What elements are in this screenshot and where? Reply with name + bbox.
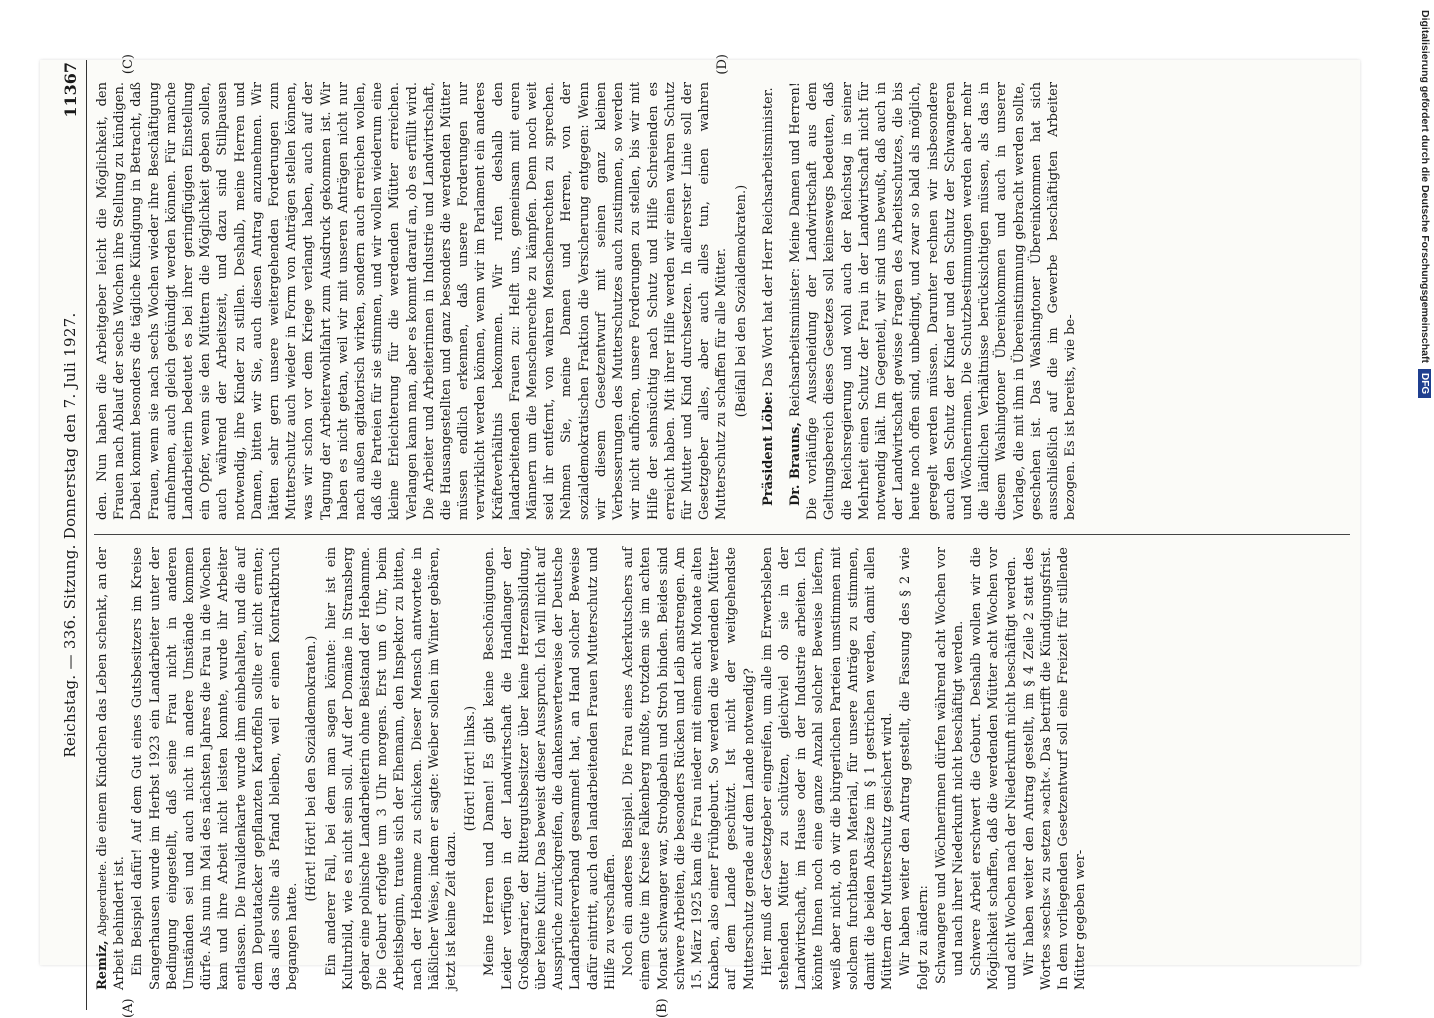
right-column	[94, 54, 1350, 535]
paragraph-text: die einem Kindchen das Leben schenkt, an der Arbeit behindert ist.	[95, 547, 128, 990]
speaker-name: Remiz,	[95, 940, 110, 990]
speaker-role: Reichsarbeitsminister:	[787, 267, 803, 418]
speaker-name: Dr. Brauns,	[787, 422, 803, 506]
paragraph: Ein anderer Fall, bei dem man sagen könnte: hier ist ein Kulturbild, wie es nicht sein soll. Auf der Domäne in Stransberg gebar eine polnische Landarbeiterin ohne Beistand der Hebamme. Die Geburt erfolgte um 3 Uhr morgens. Erst um 6 Uhr, beim Arbeitsbeginn, traute sich der Ehemann, den Inspektor zu bitten, nach der Hebamme zu schicken. Dieser Mensch antwortete in häßlicher Weise, indem er sagte: Weiber sollen im Winter gebären, jetzt ist keine Zeit dazu.	[323, 547, 460, 990]
page-title: Reichstag. — 336. Sitzung. Donnerstag den 7. Juli 1927.	[61, 312, 79, 758]
digitization-credit	[1415, 10, 1434, 1010]
paragraph-text: Meine Damen und Herren! Die vorläufige Ausscheidung der Landwirtschaft aus dem Geltungsbereich dieses Gesetzes soll keineswegs bedeuten, daß die Reichsregierung und wohl auch der Reichstag in seiner Mehrheit einen Schutz der Frau in der Landwirtschaft nicht für notwendig hält. Im Gegenteil, wir sind uns bewußt, daß auch in der Landwirtschaft gewisse Fragen des Arbeitsschutzes, die bis heute noch offen sind, unbedingt, und zwar so bald als möglich, geregelt werden müssen. Darunter rechnen wir insbesondere auch den Schutz der Kinder und den Schutz der Schwangeren und Wöchnerinnen. Die Schutzbestimmungen werden aber mehr die ländlichen Verhältnisse berücksichtigen müssen, als das in diesem Washingtoner Übereinkommen und auch in unserer Vorlage, die mit ihm in Übereinstimmung gebracht werden sollte, geschehen ist. Das Washingtoner Übereinkommen hat sich ausschließlich auf die im Gewerbe beschäftigten Arbeiter bezogen. Es ist bereits, wie be-	[787, 82, 1079, 520]
paragraph: Noch ein anderes Beispiel. Die Frau eines Ackerkutschers auf einem Gute im Kreise Falkenberg mußte, trotzdem sie im achten Monat schwanger war, Strohgabeln und Stroh binden. Beides sind schwere Arbeiten, die besonders Rücken und Leib anstrengen. Am 15. März 1925 kam die Frau nieder mit einem acht Monate alten Knaben, also einer Frühgeburt. So werden die werdenden Mütter auf dem Lande geschützt. Ist nicht der weitgehendste Mutterschutz gerade auf dem Lande notwendig?	[621, 547, 757, 990]
president-name: Präsident Löbe:	[760, 391, 776, 506]
margin-marker-b: (B)	[655, 998, 670, 1018]
president-paragraph	[760, 82, 777, 520]
dfg-logo: DFG	[1419, 369, 1432, 398]
margin-marker-a: (A)	[121, 998, 136, 1018]
reaction-line: (Hört! Hört! bei den Sozialdemokraten.)	[304, 635, 320, 902]
credit-text: Digitalisierung gefördert durch die Deutsche Forschungsgemeinschaft	[1419, 10, 1431, 363]
paragraph: Ein Beispiel dafür! Auf dem Gut eines Gutsbesitzers im Kreise Sangerhausen wurde im Herbst 1923 ein Landarbeiter unter der Bedingung eingestellt, daß seine Frau nicht in anderen Umständen sei und auch nicht in andere Umstände kommen dürfe. Als nun im Mai des nächsten Jahres die Frau in die Wochen kam und ihre Arbeit nicht leisten konnte, wurde ihr Arbeiter entlassen. Die Invalidenkarte wurde ihm einbehalten, und die auf dem Deputatacker gepflanzten Kartoffeln sollte er nicht ernten; das alles sollte als Pfand bleiben, weil er einen Kontraktbruch begangen hatte.	[130, 547, 301, 990]
margin-marker-d: (D)	[715, 54, 730, 75]
speaker-paragraph	[787, 82, 1079, 520]
paragraph: den. Nun haben die Arbeitgeber leicht die Möglichkeit, den Frauen nach Ablauf der sechs Wochen ihre Stellung zu kündigen. Dabei kommt besonders die tägliche Kündigung in Betracht, daß Frauen, wenn sie nach sechs Wochen wieder ihre Beschäftigung aufnehmen, auch gleich gekündigt werden können. Für manche Landarbeiterin bedeutet es bei ihrer geringfügigen Einstellung ein Opfer, wenn sie den Müttern die Möglichkeit geben sollen, auch während der Arbeitszeit, und dazu sind Stillpausen notwendig, ihre Kinder zu stillen. Deshalb, meine Herren und Damen, bitten wir Sie, auch diesen Antrag anzunehmen. Wir hätten sehr gern unsere weitergehenden Forderungen zum Mutterschutz auch wieder in Form von Anträgen stellen können, was wir schon vor dem Kriege verlangt haben, auch auf der Tagung der Arbeiterwohlfahrt zum Ausdruck gekommen ist. Wir haben es nicht getan, weil wir mit unseren Anträgen nicht nur nach außen agitatorisch wirken, sondern auch erreichen wollen, daß die Parteien für sie stimmen, und wir wollen wiederum eine kleine Erleichterung für die werdenden Mütter erreichen. Verlangen kann man, aber es kommt darauf an, ob es erfüllt wird. Die Arbeiter und Arbeiterinnen in Industrie und Landwirtschaft, die Hausangestellten und ganz besonders die werdenden Mütter müssen endlich erkennen, daß unsere Forderungen nur verwirklicht werden können, wenn wir im Parlament ein anderes Kräfteverhältnis bekommen. Wir rufen deshalb den landarbeitenden Frauen zu: Helft uns, gemeinsam mit euren Männern um die Menschenrechte zu kämpfen. Denn noch weit seid ihr entfernt, von wahren Menschenrechten zu sprechen. Nehmen Sie, meine Damen und Herren, von der sozialdemokratischen Fraktion die Versicherung entgegen: Wenn wir diesem Gesetzentwurf mit seinen ganz kleinen Verbesserungen des Mutterschutzes auch zustimmen, so werden wir nicht aufhören, unsere Forderungen zu stellen, bis wir mit Hilfe der sehnsüchtig nach Schutz und Hilfe Schreienden es erreicht haben. Mit ihrer Hilfe werden wir einen wahren Schutz für Mutter und Kind durchsetzen. In allererster Linie soll der Gesetzgeber alles, aber auch alles tun, einen wahren Mutterschutz zu schaffen für alle Mütter.	[95, 82, 730, 520]
page-header	[60, 60, 87, 1010]
paragraph: Hier muß der Gesetzgeber eingreifen, um alle im Erwerbsleben stehenden Mütter zu schützen, gleichviel ob sie in der Landwirtschaft, im Hause oder in der Industrie arbeiten. Ich könnte Ihnen noch eine ganze Anzahl solcher Beweise liefern, weiß aber nicht, ob wir die bürgerlichen Parteien umstimmen mit solchem furchtbaren Material, für unsere Anträge zu stimmen, damit die beiden Absätze im § 1 gestrichen werden, damit allen Müttern der Mutterschutz gesichert wird.	[759, 547, 896, 990]
reaction-line: (Hört! Hört! links.)	[463, 705, 479, 832]
text-columns	[94, 54, 1350, 1018]
document-page	[60, 54, 1350, 1018]
left-column	[94, 535, 1350, 1018]
page-number: 11367	[61, 62, 80, 118]
margin-marker-c: (C)	[121, 54, 136, 75]
paragraph: Wir haben weiter den Antrag gestellt, im § 4 Zeile 2 statt des Wortes »sechs« zu setzen »acht«. Das betrifft die Kündigungsfrist. In dem vorliegenden Gesetzentwurf soll eine Freizeit für stillende Mütter gegeben wer-	[1021, 547, 1089, 990]
paragraph: Meine Herren und Damen! Es gibt keine Beschönigungen. Leider verfügen in der Landwirtschaft die Handlanger der Großagrarier, der Rittergutsbesitzer über keine Herzensbildung, über keine Kultur. Das beweist dieser Ausspruch. Ich will nicht auf Aussprüche zurückgreifen, die dankenswerterweise der Deutsche Landarbeiterverband gesammelt hat, an Hand solcher Beweise dafür eintritt, auch den landarbeitenden Frauen Mutterschutz und Hilfe zu verschaffen.	[482, 547, 618, 990]
speaker-paragraph	[94, 547, 128, 990]
reaction-line: (Beifall bei den Sozialdemokraten.)	[733, 184, 749, 418]
paragraph: Schwere Arbeit erschwert die Geburt. Deshalb wollen wir die Möglichkeit schaffen, daß die werdenden Mütter acht Wochen vor und acht Wochen nach der Niederkunft nicht beschäftigt werden.	[969, 547, 1019, 990]
paragraph: Wir haben weiter den Antrag gestellt, die Fassung des § 2 wie folgt zu ändern:	[898, 547, 931, 990]
speaker-note: Abgeordnete.	[96, 860, 109, 937]
amendment-quote: Schwangere und Wöchnerinnen dürfen während acht Wochen vor und nach ihrer Niederkunft nicht beschäftigt werden.	[933, 547, 966, 984]
paragraph-text: Das Wort hat der Herr Reichsarbeitsminister.	[760, 87, 776, 388]
